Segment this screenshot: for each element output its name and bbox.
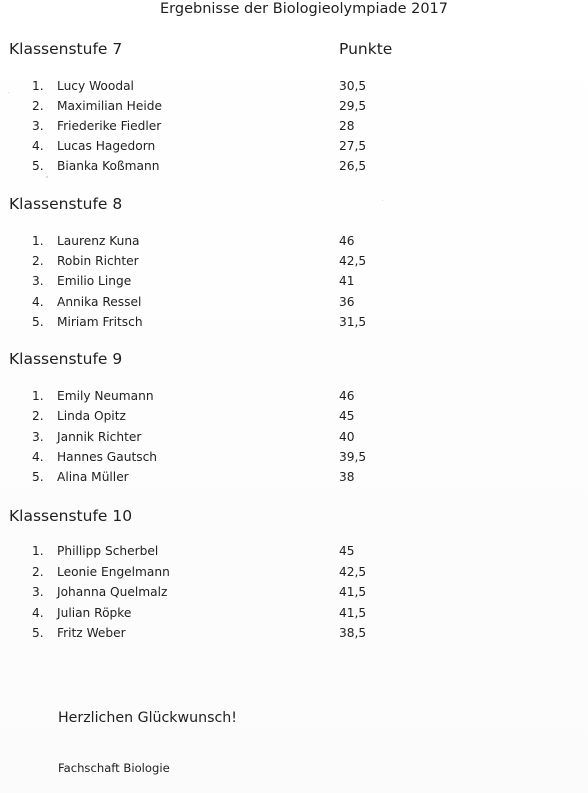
student-name: Emily Neumann [57, 389, 154, 403]
rank-number: 1. [32, 234, 44, 248]
score-value: 41 [339, 274, 355, 288]
table-row [0, 623, 588, 643]
scan-speck [46, 176, 48, 178]
student-name: Laurenz Kuna [57, 234, 140, 248]
rank-number: 2. [32, 409, 44, 423]
table-row [0, 603, 588, 623]
rank-number: 4. [32, 606, 44, 620]
section-title-klassenstufe-8: Klassenstufe 8 [9, 195, 123, 213]
rank-number: 1. [32, 544, 44, 558]
section-title-klassenstufe-10: Klassenstufe 10 [9, 507, 133, 525]
table-row [0, 447, 588, 467]
score-value: 36 [339, 295, 355, 309]
rank-number: 5. [32, 315, 44, 329]
score-value: 39,5 [339, 450, 367, 464]
score-value: 38 [339, 470, 355, 484]
student-name: Phillipp Scherbel [57, 544, 159, 558]
rank-number: 4. [32, 139, 44, 153]
score-value: 26,5 [339, 159, 367, 173]
points-column-header: Punkte [339, 40, 393, 58]
department-signature: Fachschaft Biologie [58, 761, 170, 775]
table-row [0, 292, 588, 312]
score-value: 46 [339, 234, 355, 248]
table-row [0, 251, 588, 271]
score-value: 46 [339, 389, 355, 403]
score-value: 27,5 [339, 139, 367, 153]
rank-number: 3. [32, 585, 44, 599]
student-name: Bianka Koßmann [57, 159, 160, 173]
scan-speck [8, 92, 9, 93]
student-name: Johanna Quelmalz [57, 585, 168, 599]
student-name: Jannik Richter [57, 430, 142, 444]
table-row [0, 231, 588, 251]
rank-number: 5. [32, 159, 44, 173]
rank-number: 2. [32, 99, 44, 113]
student-name: Friederike Fiedler [57, 119, 162, 133]
score-value: 29,5 [339, 99, 367, 113]
rank-number: 1. [32, 389, 44, 403]
table-row [0, 96, 588, 116]
table-row [0, 386, 588, 406]
student-name: Hannes Gautsch [57, 450, 157, 464]
student-name: Julian Röpke [57, 606, 132, 620]
rank-number: 1. [32, 79, 44, 93]
congratulations-text: Herzlichen Glückwunsch! [58, 710, 237, 726]
score-value: 31,5 [339, 315, 367, 329]
table-row [0, 271, 588, 291]
rank-number: 3. [32, 274, 44, 288]
page-title: Ergebnisse der Biologieolympiade 2017 [160, 1, 449, 17]
rank-number: 4. [32, 450, 44, 464]
rank-number: 2. [32, 254, 44, 268]
student-name: Leonie Engelmann [57, 565, 170, 579]
rank-number: 5. [32, 626, 44, 640]
table-row [0, 136, 588, 156]
score-value: 41,5 [339, 585, 367, 599]
student-name: Linda Opitz [57, 409, 126, 423]
table-row [0, 467, 588, 487]
score-value: 45 [339, 544, 355, 558]
table-row [0, 541, 588, 561]
student-name: Robin Richter [57, 254, 139, 268]
score-value: 30,5 [339, 79, 367, 93]
rank-number: 3. [32, 119, 44, 133]
score-value: 42,5 [339, 254, 367, 268]
student-name: Miriam Fritsch [57, 315, 143, 329]
rank-number: 5. [32, 470, 44, 484]
student-name: Lucy Woodal [57, 79, 134, 93]
score-value: 38,5 [339, 626, 367, 640]
table-row [0, 156, 588, 176]
student-name: Lucas Hagedorn [57, 139, 156, 153]
table-row [0, 582, 588, 602]
student-name: Fritz Weber [57, 626, 126, 640]
score-value: 40 [339, 430, 355, 444]
table-row [0, 76, 588, 96]
table-row [0, 312, 588, 332]
table-row [0, 427, 588, 447]
table-row [0, 562, 588, 582]
section-title-klassenstufe-9: Klassenstufe 9 [9, 350, 123, 368]
section-title-klassenstufe-7: Klassenstufe 7 [9, 40, 123, 58]
rank-number: 4. [32, 295, 44, 309]
score-value: 45 [339, 409, 355, 423]
table-row [0, 116, 588, 136]
rank-number: 2. [32, 565, 44, 579]
student-name: Alina Müller [57, 470, 129, 484]
score-value: 28 [339, 119, 355, 133]
table-row [0, 406, 588, 426]
student-name: Emilio Linge [57, 274, 132, 288]
score-value: 42,5 [339, 565, 367, 579]
rank-number: 3. [32, 430, 44, 444]
score-value: 41,5 [339, 606, 367, 620]
student-name: Annika Ressel [57, 295, 142, 309]
scan-speck [382, 200, 383, 201]
student-name: Maximilian Heide [57, 99, 162, 113]
